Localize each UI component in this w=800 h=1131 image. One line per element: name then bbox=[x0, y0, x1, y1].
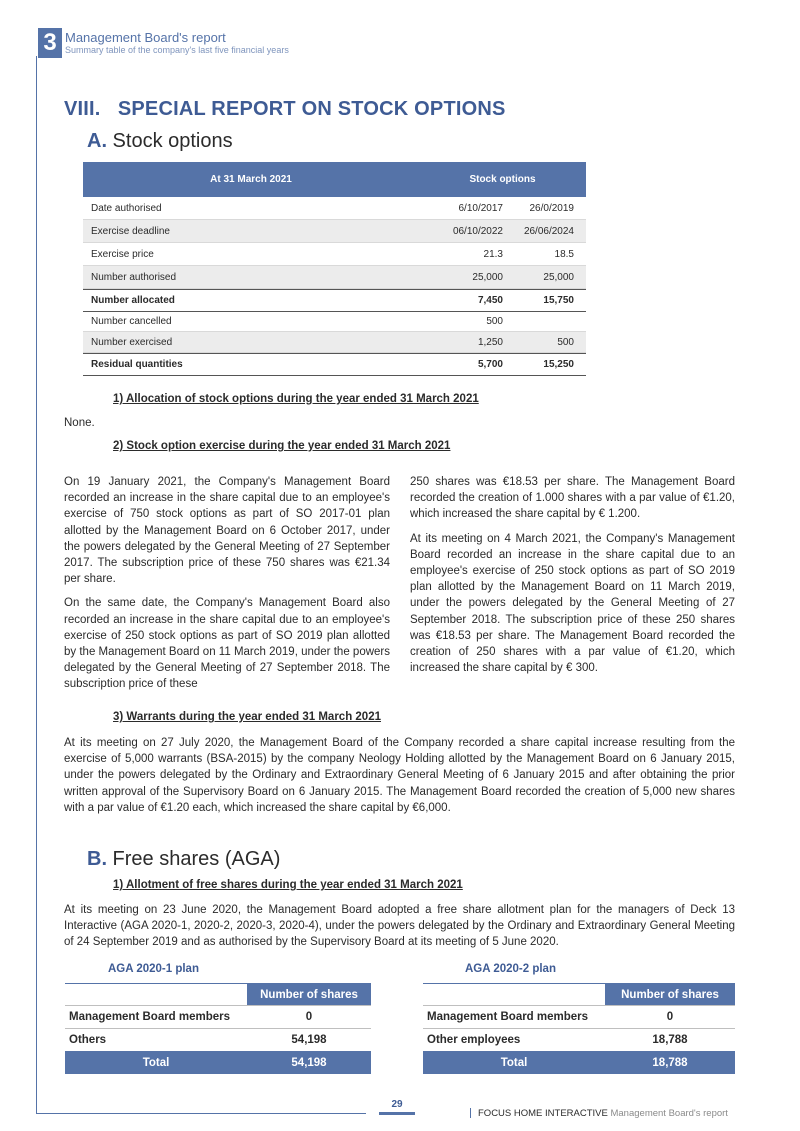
chapter-number-badge: 3 bbox=[38, 28, 62, 58]
row-value: 26/06/2024 bbox=[523, 225, 574, 237]
row-value: 54,198 bbox=[291, 1034, 327, 1046]
row-value: 500 bbox=[557, 336, 574, 348]
aga1-title: AGA 2020-1 plan bbox=[108, 963, 199, 975]
paragraph: At its meeting on 4 March 2021, the Company's Management Board recorded an increase in the share capital due to an employee's exercise of 250 stock options as part of SO 2019 plan allotted by the Management Board on 11 March 2019, under the powers delegated by the General Meeting of 27 September 2018. The subscription price of these 250 shares was €18.53 per share. The Management Board recorded the creation of 250 shares with a par value of €1.20, which increased the share capital by € 300. bbox=[410, 532, 735, 675]
row-value: 1,250 bbox=[477, 336, 503, 348]
aga2-title: AGA 2020-2 plan bbox=[465, 963, 556, 975]
footer-company: FOCUS HOME INTERACTIVE bbox=[478, 1108, 608, 1119]
row-label: Date authorised bbox=[91, 202, 162, 214]
page-number-bar bbox=[379, 1112, 415, 1115]
warrants-paragraph: At its meeting on 27 July 2020, the Management Board of the Company recorded a share capital increase resulting from the exercise of 5,000 warrants (BSA-2015) by the company Neology Holding allotted by the Management Board on 6 January 2015, under the powers delegated by the Ordinary and Extraordinary General Meeting of 6 January 2015 and after obtaining the prior written approval of the Supervisory Board on 6 January 2015. The Management Board recorded the creation of 5,000 new shares with a par value of €1.20 each, which increased the share capital by €6,000. bbox=[64, 737, 735, 814]
footer-divider bbox=[470, 1108, 471, 1118]
total-row bbox=[423, 1051, 735, 1074]
table-row bbox=[65, 1005, 371, 1028]
table-row bbox=[83, 266, 586, 289]
total-value: 54,198 bbox=[291, 1056, 327, 1069]
header-cell: At 31 March 2021 bbox=[210, 174, 292, 185]
aga2-table bbox=[423, 983, 735, 1074]
row-value: 26/0/2019 bbox=[529, 202, 574, 214]
row-value: 7,450 bbox=[477, 295, 503, 306]
page-frame-horizontal bbox=[36, 1113, 366, 1114]
table-row bbox=[423, 1005, 735, 1028]
row-value: 25,000 bbox=[543, 271, 574, 283]
aga1-table bbox=[65, 983, 371, 1074]
section-title: VIII. SPECIAL REPORT ON STOCK OPTIONS bbox=[64, 98, 506, 120]
row-value: 18,788 bbox=[652, 1034, 688, 1046]
subsection-b-letter: B. bbox=[87, 848, 107, 870]
table-row bbox=[83, 353, 586, 376]
row-value: 25,000 bbox=[472, 271, 503, 283]
row-label: Number authorised bbox=[91, 271, 177, 283]
table-row bbox=[83, 197, 586, 220]
footer-report: Management Board's report bbox=[607, 1108, 728, 1119]
row-value: 15,750 bbox=[543, 295, 574, 306]
row-label: Other employees bbox=[427, 1034, 521, 1046]
page-number: 29 bbox=[391, 1099, 403, 1110]
header-title: Management Board's report bbox=[65, 30, 226, 45]
subsection-b-text: Free shares (AGA) bbox=[107, 848, 281, 870]
heading-free-shares: 1) Allotment of free shares during the year ended 31 March 2021 bbox=[113, 879, 463, 891]
table-row bbox=[83, 289, 586, 312]
table-row bbox=[83, 332, 586, 353]
header-cell: Number of shares bbox=[247, 984, 371, 1005]
header-cell: Number of shares bbox=[605, 984, 735, 1005]
row-label: Number allocated bbox=[91, 295, 175, 306]
row-value: 06/10/2022 bbox=[452, 225, 503, 237]
total-row bbox=[65, 1051, 371, 1074]
table-header bbox=[423, 983, 735, 1005]
row-label: Number exercised bbox=[91, 336, 173, 348]
total-label: Total bbox=[500, 1056, 528, 1069]
none-text: None. bbox=[64, 417, 95, 429]
row-value: 500 bbox=[486, 316, 503, 327]
total-value: 18,788 bbox=[652, 1056, 688, 1069]
row-value: 18.5 bbox=[554, 248, 574, 260]
row-value: 6/10/2017 bbox=[458, 202, 503, 214]
row-label: Management Board members bbox=[427, 1011, 589, 1023]
stock-options-table bbox=[83, 162, 586, 376]
row-label: Others bbox=[69, 1034, 107, 1046]
paragraph: 250 shares was €18.53 per share. The Management Board recorded the creation of 1.000 shares with a par value of €1.20, which increased the share capital by € 1.200. bbox=[410, 476, 735, 521]
footer-text bbox=[478, 1108, 728, 1119]
row-value: 21.3 bbox=[483, 248, 503, 260]
row-value: 15,250 bbox=[543, 359, 574, 370]
row-label: Residual quantities bbox=[91, 359, 183, 370]
table-row bbox=[65, 1028, 371, 1051]
row-value: 5,700 bbox=[477, 359, 503, 370]
table-header bbox=[65, 983, 371, 1005]
left-column bbox=[64, 474, 390, 701]
row-label: Exercise deadline bbox=[91, 225, 170, 237]
paragraph: On the same date, the Company's Management Board also recorded an increase in the share capital due to an employee's exercise of 250 stock options as part of SO 2019 plan allotted by the Management Board on 11 March 2019, under the powers delegated by the General Meeting of 27 September 2018. The subscription price of these bbox=[64, 597, 390, 691]
subsection-a-title bbox=[87, 130, 233, 153]
subsection-a-text: Stock options bbox=[107, 130, 233, 152]
table-row bbox=[83, 220, 586, 243]
heading-warrants: 3) Warrants during the year ended 31 March 2021 bbox=[113, 711, 381, 723]
subsection-b-title bbox=[87, 848, 280, 871]
table-row bbox=[83, 312, 586, 332]
row-value: 0 bbox=[666, 1011, 674, 1023]
table-row bbox=[423, 1028, 735, 1051]
table-header bbox=[83, 162, 586, 197]
heading-exercise: 2) Stock option exercise during the year ended 31 March 2021 bbox=[113, 440, 451, 452]
row-label: Management Board members bbox=[69, 1011, 231, 1023]
page-frame-vertical bbox=[36, 56, 37, 1114]
total-label: Total bbox=[142, 1056, 170, 1069]
header-subtitle: Summary table of the company's last five financial years bbox=[65, 45, 289, 55]
row-label: Number cancelled bbox=[91, 316, 172, 327]
row-label: Exercise price bbox=[91, 248, 154, 260]
heading-allocation: 1) Allocation of stock options during the year ended 31 March 2021 bbox=[113, 393, 479, 405]
row-value: 0 bbox=[305, 1011, 313, 1023]
table-row bbox=[83, 243, 586, 266]
paragraph: On 19 January 2021, the Company's Management Board recorded an increase in the share capital due to an employee's exercise of 750 stock options as part of SO 2017-01 plan allotted by the Management Board on 6 October 2017, under the powers delegated by the General Meeting of 27 September 2017. The subscription price of these 750 shares was €21.34 per share. bbox=[64, 476, 390, 586]
right-column bbox=[410, 474, 735, 684]
subsection-a-letter: A. bbox=[87, 130, 107, 152]
header-cell: Stock options bbox=[469, 174, 536, 185]
aga-paragraph: At its meeting on 23 June 2020, the Management Board adopted a free share allotment plan for the managers of Deck 13 Interactive (AGA 2020-1, 2020-2, 2020-3, 2020-4), under the powers delegated by the Ordinary and Extraordinary General Meeting of 24 September 2019 and as authorised by the Supervisory Board at its meeting of 5 June 2020. bbox=[64, 904, 735, 949]
